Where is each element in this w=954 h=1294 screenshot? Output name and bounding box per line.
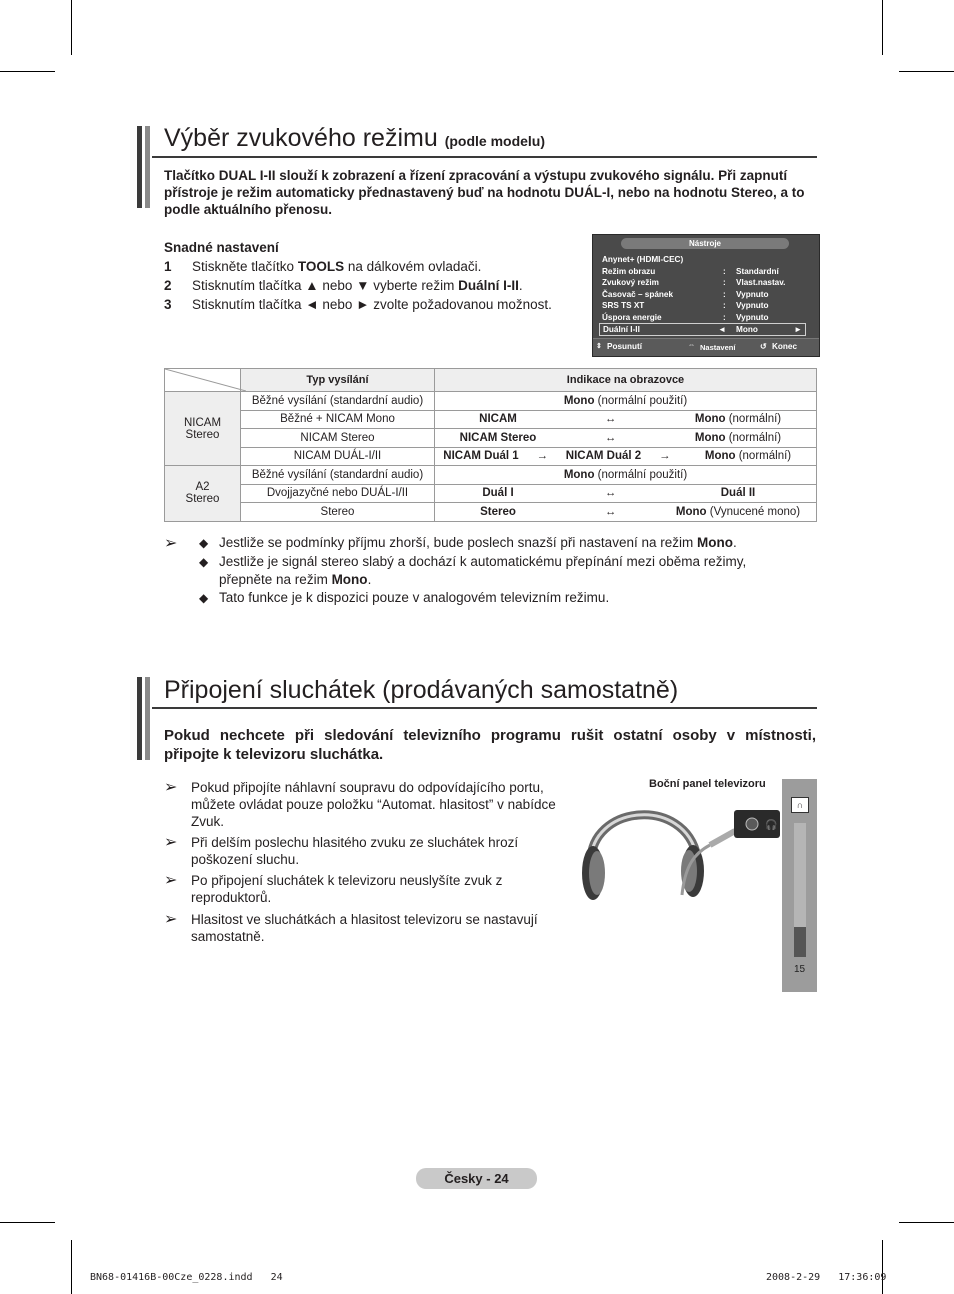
table-row: Dvojjazyčné nebo DUÁL-I/II Duál I ↔ Duál II — [165, 484, 817, 503]
crop-mark — [0, 71, 55, 72]
tools-osd-menu — [592, 234, 820, 357]
osd-row[interactable]: Anynet+ (HDMI-CEC) — [602, 255, 684, 264]
osd-row-selected[interactable]: Duální I-II ◄ Mono ► — [599, 323, 806, 337]
header-type: Typ vysílání — [241, 369, 435, 392]
intro-text: Tlačítko DUAL I-II slouží k zobrazení a řízení zpracování a výstupu zvukového signálu. Při zapnutí přístroje je režim automaticky přednastavený buď na hodnotu DUÁL-I, nebo na hodnotu Stereo, a to podle aktuálního přenosu. — [164, 168, 805, 217]
crop-mark — [882, 0, 883, 55]
crop-mark — [899, 1222, 954, 1223]
file-info: BN68-01416B-00Cze_0228.indd 24 — [90, 1272, 283, 1283]
pointer-icon: ➢ — [164, 535, 178, 552]
section-bar — [137, 126, 142, 208]
updown-icon: ⇕ — [596, 343, 602, 350]
note-item: Pokud připojíte náhlavní soupravu do odpovídajícího portu, můžete ovládat pouze položku “Automat. hlasitost” v nabídce Zvuk. — [191, 780, 556, 829]
section-bar — [145, 126, 150, 208]
note-item: Hlasitost ve sluchátkách a hlasitost televizoru se nastavují samostatně. — [191, 912, 538, 944]
broadcast-table — [164, 368, 817, 522]
svg-text:🎧: 🎧 — [765, 820, 778, 831]
headphones-icon — [582, 815, 704, 900]
crop-mark — [0, 1222, 55, 1223]
step-item: 2 Stisknutím tlačítka ▲ nebo ▼ vyberte režim Duální I-II. — [164, 278, 523, 293]
table-row: NICAM Stereo Běžné vysílání (standardní audio) Mono (normální použití) — [165, 392, 817, 411]
volume-fill — [794, 927, 806, 957]
diamond-bullet-icon: ◆ — [199, 536, 209, 550]
note-item: Jestliže se podmínky příjmu zhorší, bude poslech snazší při nastavení na režim Mono. — [219, 535, 737, 550]
header-indication: Indikace na obrazovce — [435, 369, 817, 392]
side-panel — [782, 779, 817, 992]
table-row: Stereo Stereo ↔ Mono (Vynucené mono) — [165, 503, 817, 522]
volume-level: 15 — [793, 964, 806, 975]
page-number: Česky - 24 — [416, 1168, 537, 1189]
note-item: Po připojení sluchátek k televizoru neuslyšíte zvuk z reproduktorů. — [191, 873, 503, 905]
group-label: A2 Stereo — [165, 466, 241, 522]
table-row: Běžné + NICAM Mono NICAM ↔ Mono (normální) — [165, 410, 817, 429]
note-item: Tato funkce je k dispozici pouze v analogovém televizním režimu. — [219, 590, 610, 605]
note-item: Při delším poslechu hlasitého zvuku ze sluchátek hrozí poškození sluchu. — [191, 835, 519, 867]
steps-list — [164, 258, 584, 315]
print-timestamp: 2008-2-29 17:36:09 — [766, 1272, 887, 1283]
osd-row[interactable]: Úspora energie : Vypnuto — [602, 312, 769, 322]
osd-row[interactable]: Časovač – spánek : Vypnuto — [602, 289, 769, 299]
diagonal-line — [165, 369, 246, 391]
diamond-bullet-icon: ◆ — [199, 555, 209, 569]
pointer-icon: ➢ — [164, 872, 178, 889]
osd-title: Nástroje — [621, 238, 789, 249]
diagram-label: Boční panel televizoru — [649, 778, 766, 790]
table-row: A2 Stereo Běžné vysílání (standardní audio) Mono (normální použití) — [165, 466, 817, 485]
table-row: NICAM DUÁL-I/II NICAM Duál 1 → NICAM Duál 2 → Mono (normální) — [165, 447, 817, 466]
section-title: Připojení sluchátek (prodávaných samostatně) — [164, 676, 679, 704]
section-bar — [145, 677, 150, 760]
crop-mark — [899, 71, 954, 72]
group-label: NICAM Stereo — [165, 392, 241, 466]
pointer-icon: ➢ — [164, 911, 178, 928]
return-icon: ↺ — [760, 342, 767, 351]
osd-footer: ⇕ Posunutí ⇔ Nastavení ↺ Konec — [593, 338, 819, 356]
leftright-icon: ⇔ — [688, 342, 695, 349]
pointer-icon: ➢ — [164, 834, 178, 851]
intro-text: Pokud nechcete při sledování televizního programu rušit ostatní osoby v místnosti, připojte k televizoru sluchátka. — [164, 727, 816, 763]
crop-mark — [71, 0, 72, 55]
headphone-icon: ∩ — [791, 797, 809, 813]
section-title: Výběr zvukového režimu (podle modelu) — [164, 124, 546, 152]
step-item: 1 Stiskněte tlačítko TOOLS na dálkovém ovladači. — [164, 259, 482, 274]
pointer-icon: ➢ — [164, 779, 178, 796]
crop-mark — [71, 1240, 72, 1294]
note-item: Jestliže je signál stereo slabý a dochází k automatickému přepínání mezi oběma režimy, přepněte na režim Mono. — [219, 554, 747, 587]
title-rule — [152, 707, 817, 709]
table-header-row — [165, 369, 817, 392]
section-bar — [137, 677, 142, 760]
table-row: NICAM Stereo NICAM Stereo ↔ Mono (normální) — [165, 429, 817, 448]
volume-track — [794, 823, 806, 957]
headphones-diagram — [575, 795, 785, 905]
osd-row[interactable]: SRS TS XT : Vypnuto — [602, 301, 769, 310]
diamond-bullet-icon: ◆ — [199, 591, 209, 605]
crop-mark — [882, 1240, 883, 1294]
title-rule — [152, 156, 817, 158]
osd-row[interactable]: Režim obrazu : Standardní — [602, 266, 779, 276]
osd-row[interactable]: Zvukový režim : Vlast.nastav. — [602, 278, 786, 287]
easy-setup-heading: Snadné nastavení — [164, 240, 279, 255]
step-item: 3 Stisknutím tlačítka ◄ nebo ► zvolte požadovanou možnost. — [164, 297, 552, 312]
